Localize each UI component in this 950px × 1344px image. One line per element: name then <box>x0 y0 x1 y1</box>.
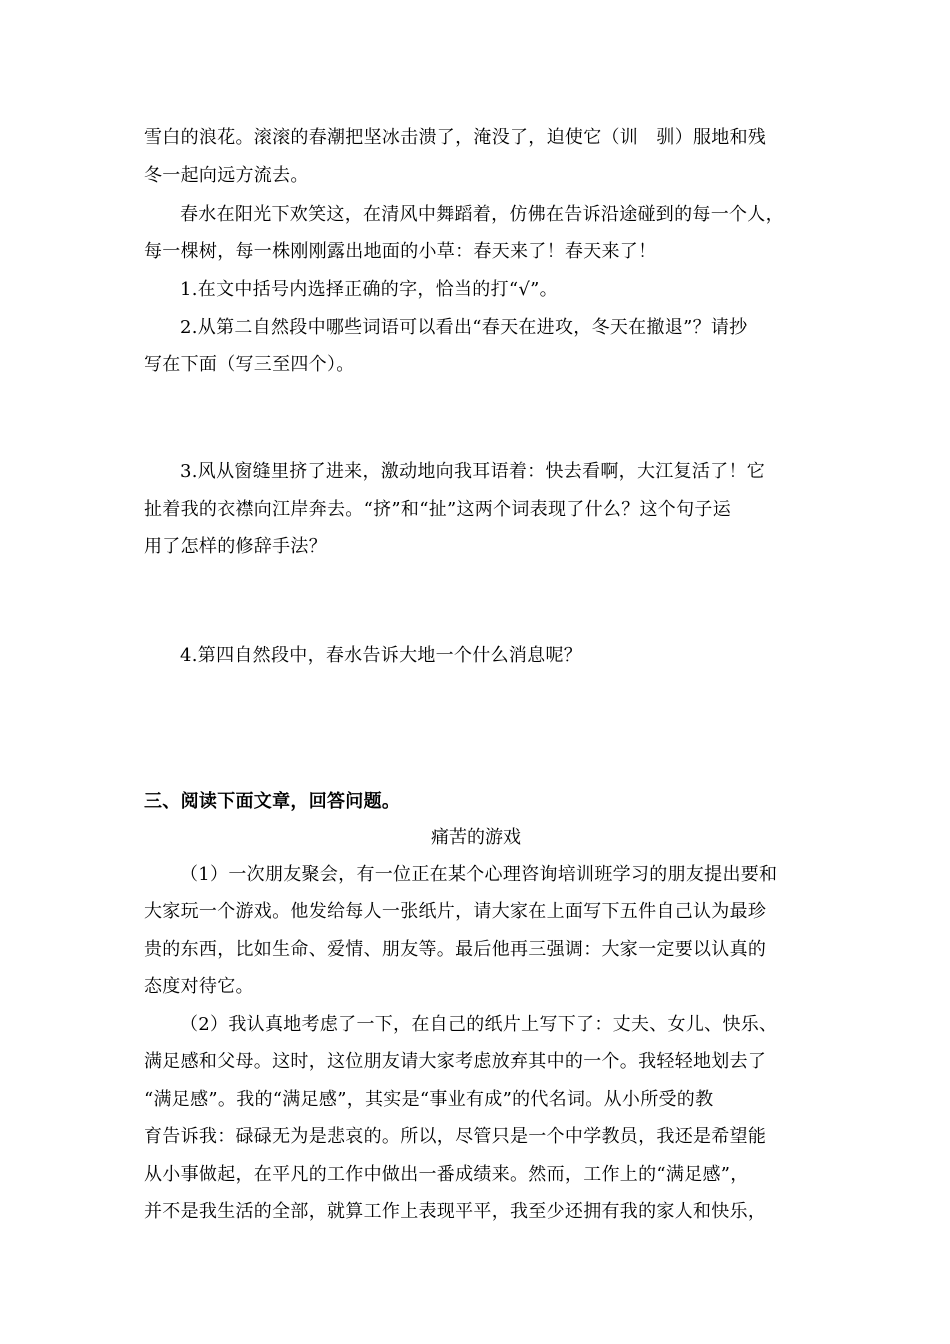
passage-line: 冬一起向远方流去。 <box>144 165 309 186</box>
paragraph-2-line: 从小事做起，在平凡的工作中做出一番成绩来。然而，工作上的“满足感”， <box>144 1164 749 1185</box>
question-4: 4.第四自然段中，春水告诉大地一个什么消息呢？ <box>180 645 583 666</box>
passage-line: 雪白的浪花。滚滚的春潮把坚冰击溃了，淹没了，迫使它（训 驯）服地和残 <box>144 127 767 148</box>
paragraph-1-line: （1）一次朋友聚会，有一位正在某个心理咨询培训班学习的朋友提出要和 <box>180 864 778 885</box>
passage-line: 春水在阳光下欢笑这，在清风中舞蹈着，仿佛在告诉沿途碰到的每一个人， <box>180 204 784 225</box>
paragraph-1-line: 贵的东西，比如生命、爱情、朋友等。最后他再三强调：大家一定要以认真的 <box>144 939 767 960</box>
section-heading: 三、阅读下面文章，回答问题。 <box>144 791 401 812</box>
paragraph-2-line: 育告诉我：碌碌无为是悲哀的。所以，尽管只是一个中学教员，我还是希望能 <box>144 1126 767 1147</box>
passage-line: 每一棵树，每一株刚刚露出地面的小草：春天来了！春天来了！ <box>144 241 657 262</box>
paragraph-2-line: （2）我认真地考虑了一下，在自己的纸片上写下了：丈夫、女儿、快乐、 <box>180 1014 778 1035</box>
question-3-line: 用了怎样的修辞手法？ <box>144 536 327 557</box>
question-2-line: 写在下面（写三至四个）。 <box>144 354 355 375</box>
paragraph-2-line: 满足感和父母。这时，这位朋友请大家考虑放弃其中的一个。我轻轻地划去了 <box>144 1051 767 1072</box>
question-3-line: 3.风从窗缝里挤了进来，激动地向我耳语着：快去看啊，大江复活了！它 <box>180 461 766 482</box>
paragraph-2-line: “满足感”。我的“满足感”，其实是“事业有成”的代名词。从小所受的教 <box>144 1089 714 1110</box>
article-title: 痛苦的游戏 <box>431 827 521 848</box>
paragraph-1-line: 大家玩一个游戏。他发给每人一张纸片，请大家在上面写下五件自己认为最珍 <box>144 901 767 922</box>
paragraph-2-line: 并不是我生活的全部，就算工作上表现平平，我至少还拥有我的家人和快乐， <box>144 1201 767 1222</box>
question-1: 1.在文中括号内选择正确的字，恰当的打“√”。 <box>180 279 558 300</box>
question-2-line: 2.从第二自然段中哪些词语可以看出“春天在进攻，冬天在撤退”？请抄 <box>180 317 748 338</box>
question-3-line: 扯着我的衣襟向江岸奔去。“挤”和“扯”这两个词表现了什么？这个句子运 <box>144 499 732 520</box>
paragraph-1-line: 态度对待它。 <box>144 976 254 997</box>
